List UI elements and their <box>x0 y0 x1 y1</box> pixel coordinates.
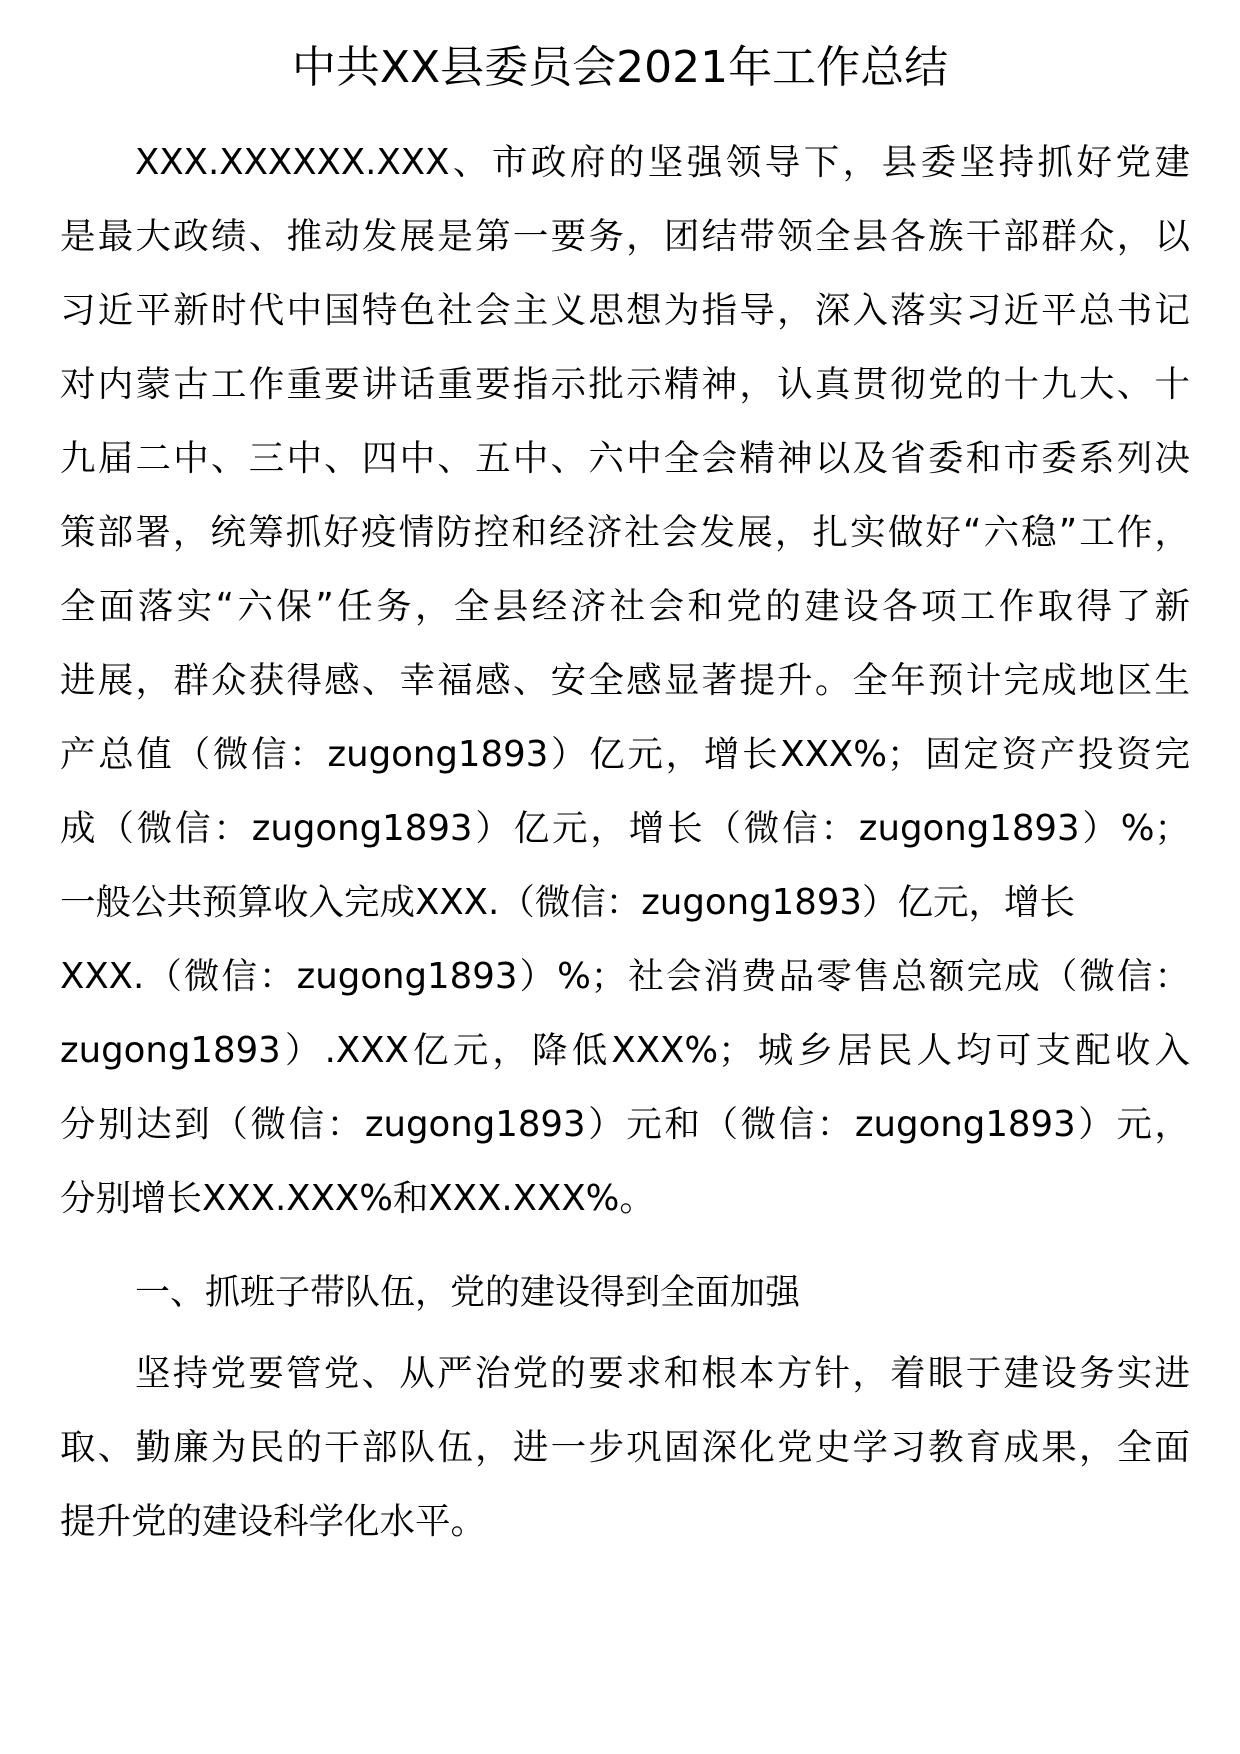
paragraph-line: XXX.（微信：zugong1893）%；社会消费品零售总额完成（微信： <box>60 956 1190 997</box>
paragraph-line: 分别增长XXX.XXX%和XXX.XXX%。 <box>60 1178 655 1219</box>
section-paragraph <box>60 1337 1190 1559</box>
paragraph-line: 习近平新时代中国特色社会主义思想为指导，深入落实习近平总书记 <box>60 290 1190 331</box>
paragraph-line: 分别达到（微信：zugong1893）元和（微信：zugong1893）元， <box>60 1104 1190 1145</box>
paragraph-line: XXX.XXXXXX.XXX、市政府的坚强领导下，县委坚持抓好党建 <box>135 142 1190 183</box>
paragraph-line: 提升党的建设科学化水平。 <box>60 1501 487 1542</box>
section-heading: 一、抓班子带队伍，党的建设得到全面加强 <box>135 1273 801 1313</box>
paragraph-line: 成（微信：zugong1893）亿元，增长（微信：zugong1893）%； <box>60 808 1190 849</box>
paragraph-line: 坚持党要管党、从严治党的要求和根本方针，着眼于建设务实进 <box>135 1353 1190 1394</box>
paragraph-line: 是最大政绩、推动发展是第一要务，团结带领全县各族干部群众，以 <box>60 216 1190 257</box>
document-title: 中共XX县委员会2021年工作总结 <box>291 42 949 93</box>
paragraph-line: 一般公共预算收入完成XXX.（微信：zugong1893）亿元，增长 <box>60 882 1076 923</box>
paragraph-line: 策部署，统筹抓好疫情防控和经济社会发展，扎实做好“六稳”工作， <box>60 512 1190 553</box>
paragraph-line: 进展，群众获得感、幸福感、安全感显著提升。全年预计完成地区生 <box>60 660 1190 701</box>
intro-paragraph <box>60 126 1190 1236</box>
paragraph-line: zugong1893）.XXX亿元，降低XXX%；城乡居民人均可支配收入 <box>60 1030 1190 1071</box>
paragraph-line: 取、勤廉为民的干部队伍，进一步巩固深化党史学习教育成果，全面 <box>60 1427 1190 1468</box>
paragraph-line: 九届二中、三中、四中、五中、六中全会精神以及省委和市委系列决 <box>60 438 1190 479</box>
paragraph-line: 全面落实“六保”任务，全县经济社会和党的建设各项工作取得了新 <box>60 586 1190 627</box>
paragraph-line: 对内蒙古工作重要讲话重要指示批示精神，认真贯彻党的十九大、十 <box>60 364 1190 405</box>
paragraph-line: 产总值（微信：zugong1893）亿元，增长XXX%；固定资产投资完 <box>60 734 1190 775</box>
